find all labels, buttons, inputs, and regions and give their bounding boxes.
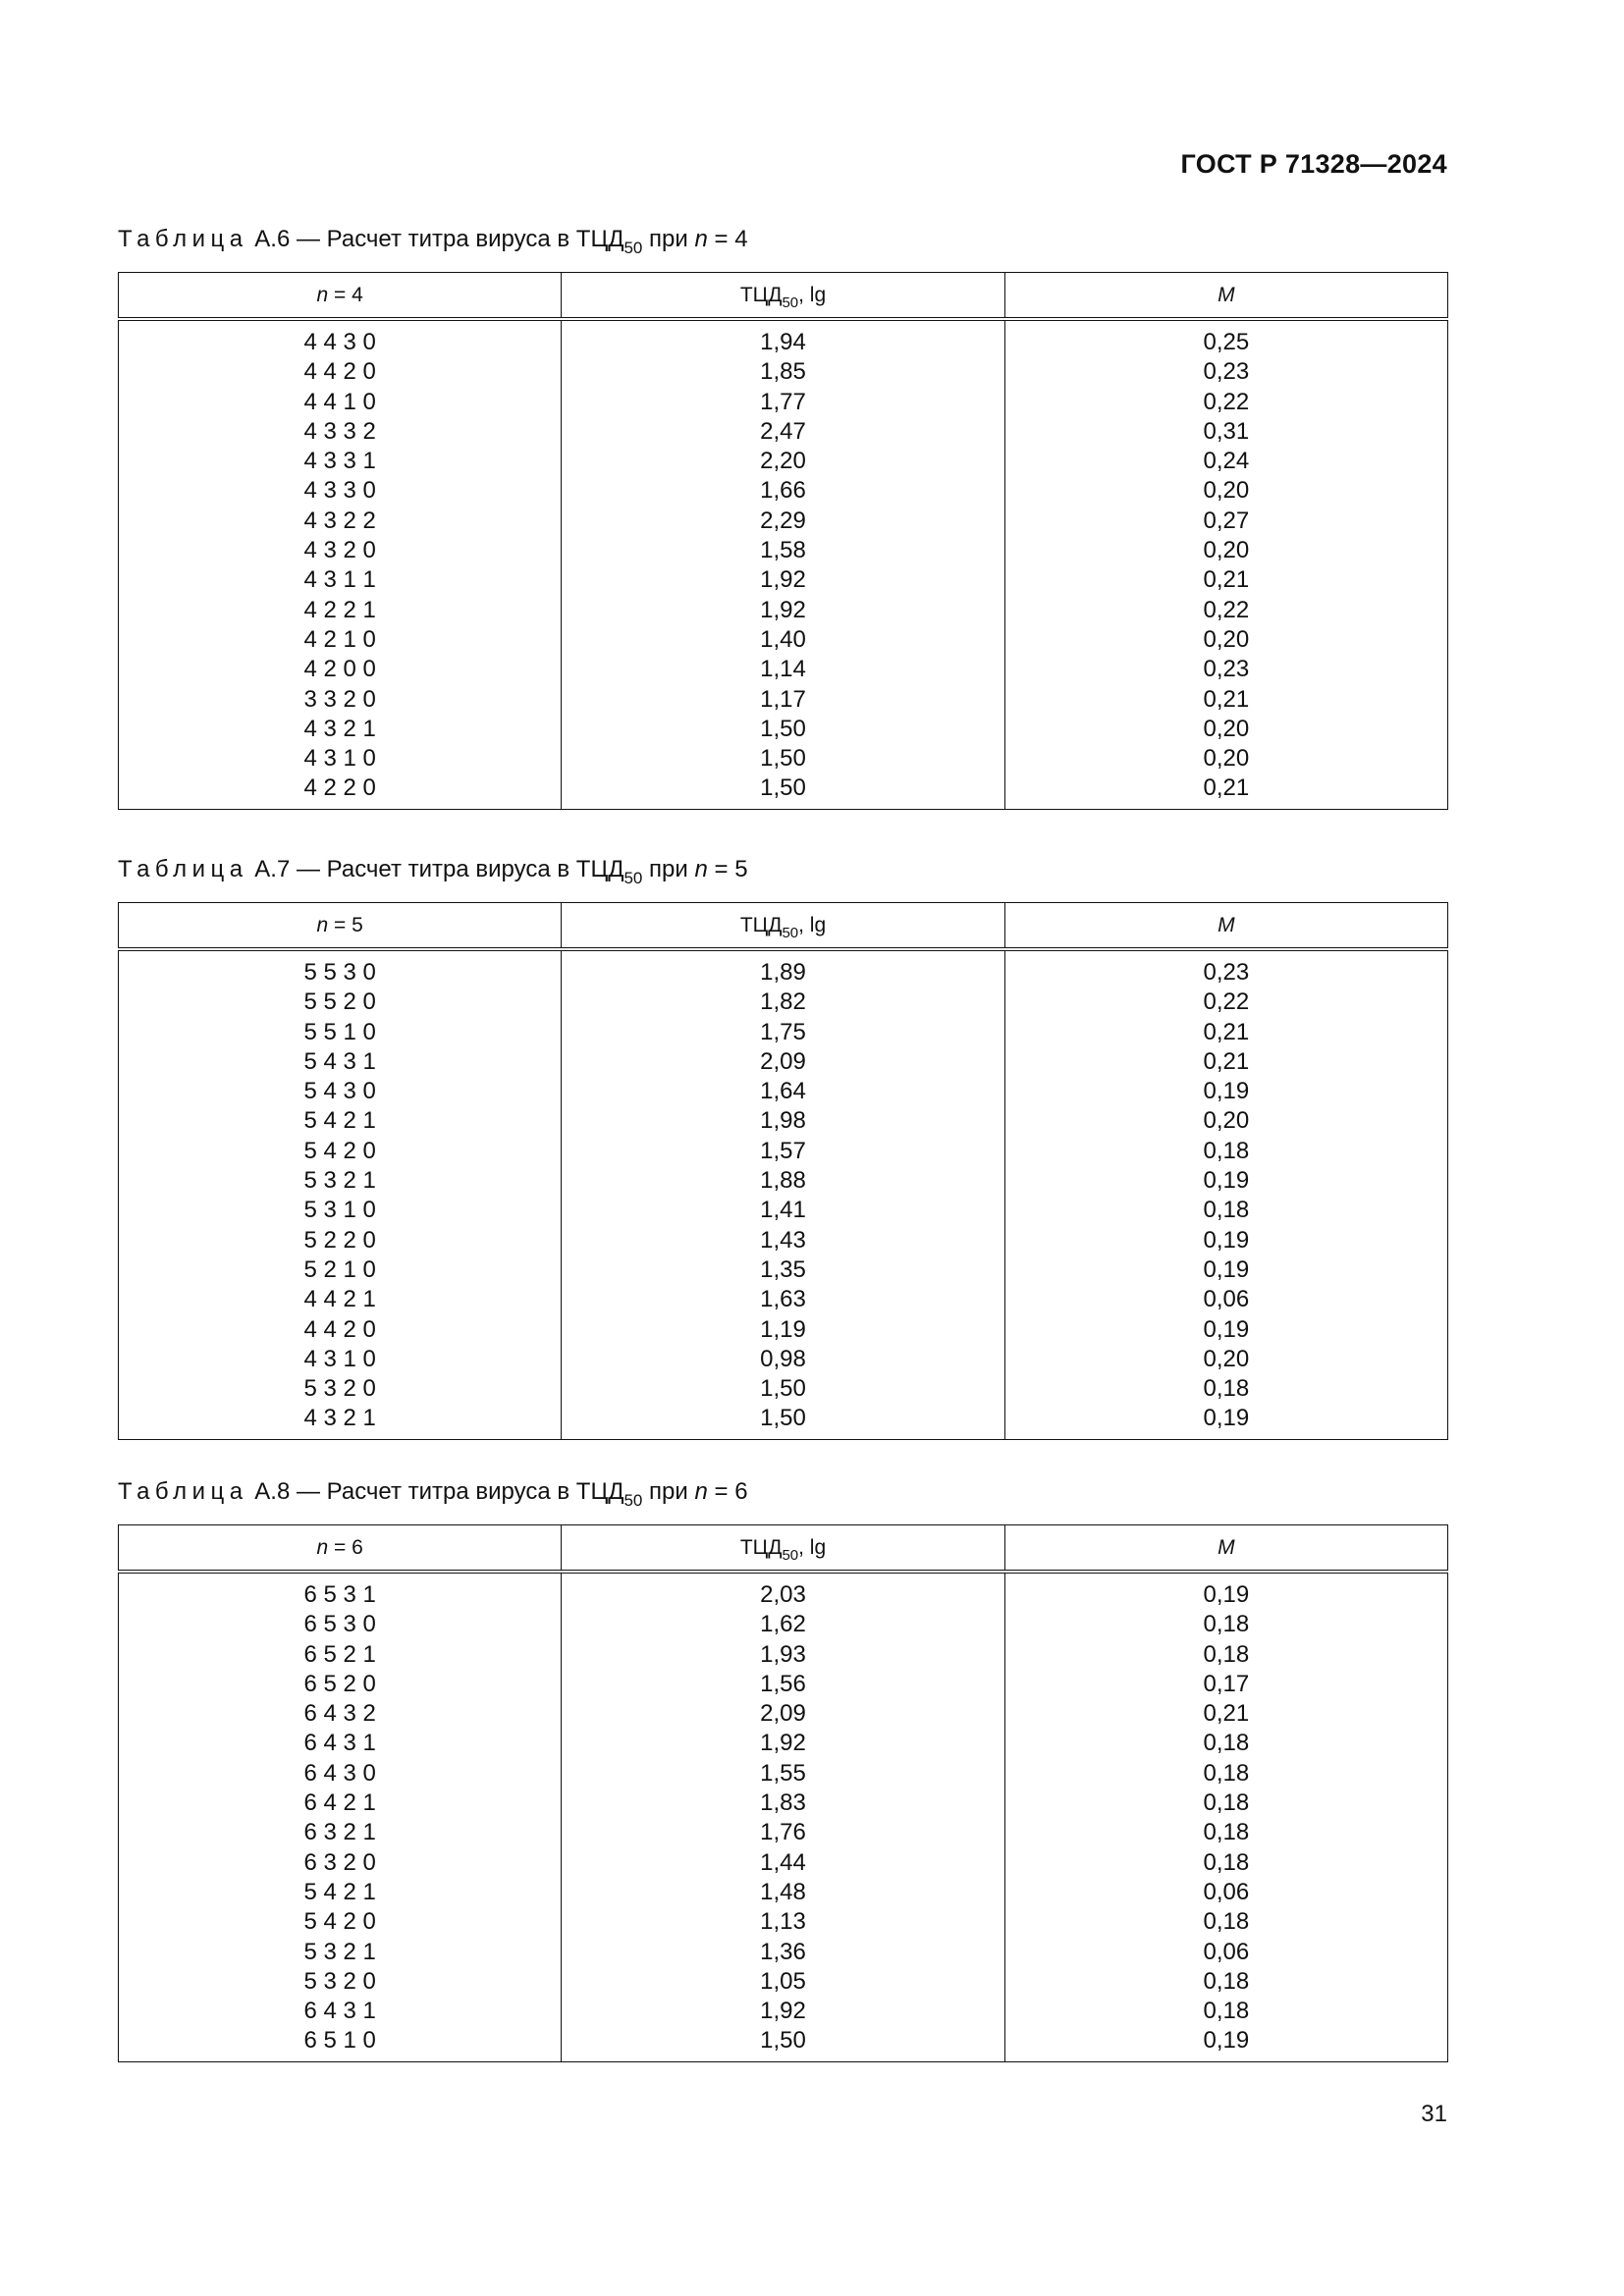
header-variable: M xyxy=(1218,913,1235,936)
caption-tail: = 4 xyxy=(707,226,748,252)
table-cell: 0,18 xyxy=(1203,1759,1250,1787)
page-number: 31 xyxy=(1421,2101,1447,2127)
column-header-m xyxy=(1004,1525,1447,1573)
header-variable: n xyxy=(316,913,329,936)
table-cell: 6 4 3 1 xyxy=(303,1998,376,2025)
table-cell: 4 3 1 0 xyxy=(303,1345,376,1372)
caption-prefix: Таблица xyxy=(118,1478,248,1505)
table-cell: 4 3 2 1 xyxy=(303,715,376,742)
header-tail: = 6 xyxy=(328,1535,363,1559)
table-cell: 4 3 2 0 xyxy=(303,537,376,564)
table-caption-a6 xyxy=(118,226,748,257)
table-cell: 1,50 xyxy=(760,715,806,742)
table-cell: 6 4 3 1 xyxy=(303,1730,376,1757)
table-cell: 0,06 xyxy=(1203,1938,1250,1965)
table-cell: 0,23 xyxy=(1203,358,1250,386)
table-cell: 5 2 2 0 xyxy=(303,1226,376,1254)
table-cell: 1,83 xyxy=(760,1789,806,1817)
table-cell: 1,82 xyxy=(760,988,806,1016)
table-cell: 0,18 xyxy=(1203,1998,1250,2025)
table-cell: 1,62 xyxy=(760,1611,806,1638)
table-cell: 5 4 2 0 xyxy=(303,1908,376,1936)
caption-tail: = 5 xyxy=(707,856,748,882)
caption-prefix: Таблица xyxy=(118,226,248,252)
table-cell: 1,50 xyxy=(760,1375,806,1403)
table-cell: 4 2 2 1 xyxy=(303,596,376,623)
caption-subscript: 50 xyxy=(623,869,643,887)
header-main: ТЦД xyxy=(739,283,783,306)
column-m-values xyxy=(1004,1572,1447,2061)
table-cell: 1,92 xyxy=(760,1998,806,2025)
caption-mid: при xyxy=(642,856,695,882)
table-cell: 0,20 xyxy=(1203,745,1250,773)
caption-id: А.6 — Расчет титра вируса в ТЦД xyxy=(254,226,624,252)
column-n-values xyxy=(119,1572,562,2061)
table-cell: 4 3 3 1 xyxy=(303,448,376,475)
table-cell: 0,21 xyxy=(1203,1700,1250,1728)
table-cell: 0,24 xyxy=(1203,448,1250,475)
table-cell: 6 5 2 1 xyxy=(303,1640,376,1668)
table-cell: 1,55 xyxy=(760,1759,806,1787)
header-variable: n xyxy=(316,283,329,306)
table-cell: 0,20 xyxy=(1203,1345,1250,1372)
table-a8 xyxy=(118,1524,1448,2062)
table-cell: 2,20 xyxy=(760,448,806,475)
table-cell: 1,48 xyxy=(760,1878,806,1905)
table-cell: 0,06 xyxy=(1203,1286,1250,1313)
table-cell: 0,20 xyxy=(1203,477,1250,505)
table-cell: 1,41 xyxy=(760,1197,806,1224)
table-cell: 5 2 1 0 xyxy=(303,1255,376,1283)
header-main: ТЦД xyxy=(739,913,783,936)
table-cell: 0,18 xyxy=(1203,1789,1250,1817)
table-cell: 0,18 xyxy=(1203,1137,1250,1164)
header-tail: , lg xyxy=(798,1535,827,1559)
table-cell: 4 2 2 0 xyxy=(303,774,376,802)
table-cell: 1,50 xyxy=(760,1405,806,1432)
table-cell: 0,20 xyxy=(1203,1107,1250,1135)
table-cell: 3 3 2 0 xyxy=(303,685,376,713)
header-variable: n xyxy=(316,1535,329,1559)
table-cell: 0,18 xyxy=(1203,1640,1250,1668)
table-cell: 2,09 xyxy=(760,1047,806,1075)
table-cell: 1,14 xyxy=(760,656,806,683)
column-m-values xyxy=(1004,949,1447,1439)
table-cell: 4 3 2 1 xyxy=(303,1405,376,1432)
table-cell: 1,92 xyxy=(760,566,806,594)
caption-variable: n xyxy=(694,1478,708,1505)
table-cell: 4 3 1 0 xyxy=(303,745,376,773)
column-header-tcid xyxy=(562,903,1004,950)
table-body-row xyxy=(119,319,1448,809)
table-cell: 1,93 xyxy=(760,1640,806,1668)
table-body-row xyxy=(119,949,1448,1439)
column-tcid-values xyxy=(562,949,1004,1439)
table-cell: 0,21 xyxy=(1203,566,1250,594)
header-main: ТЦД xyxy=(739,1535,783,1559)
caption-id: А.7 — Расчет титра вируса в ТЦД xyxy=(254,856,624,882)
table-cell: 0,19 xyxy=(1203,1078,1250,1105)
table-cell: 0,06 xyxy=(1203,1878,1250,1905)
table-cell: 6 5 3 1 xyxy=(303,1581,376,1608)
caption-variable: n xyxy=(694,226,708,252)
header-tail: , lg xyxy=(798,283,827,306)
table-cell: 6 5 1 0 xyxy=(303,2027,376,2055)
table-cell: 0,19 xyxy=(1203,1581,1250,1608)
table-cell: 1,05 xyxy=(760,1967,806,1995)
table-cell: 1,66 xyxy=(760,477,806,505)
table-cell: 0,20 xyxy=(1203,537,1250,564)
table-cell: 1,63 xyxy=(760,1286,806,1313)
table-cell: 4 2 0 0 xyxy=(303,656,376,683)
table-cell: 1,50 xyxy=(760,745,806,773)
column-header-m xyxy=(1004,273,1447,320)
table-cell: 0,18 xyxy=(1203,1197,1250,1224)
table-cell: 6 4 2 1 xyxy=(303,1789,376,1817)
table-header-row xyxy=(119,903,1448,950)
table-cell: 6 4 3 2 xyxy=(303,1700,376,1728)
table-cell: 1,89 xyxy=(760,959,806,986)
table-cell: 4 4 2 0 xyxy=(303,1315,376,1343)
table-cell: 1,77 xyxy=(760,388,806,415)
caption-subscript: 50 xyxy=(623,1491,643,1510)
caption-tail: = 6 xyxy=(707,1478,748,1505)
table-cell: 0,22 xyxy=(1203,988,1250,1016)
caption-mid: при xyxy=(642,1478,695,1505)
table-cell: 5 4 2 1 xyxy=(303,1107,376,1135)
table-cell: 0,21 xyxy=(1203,685,1250,713)
table-cell: 1,88 xyxy=(760,1167,806,1195)
table-cell: 0,18 xyxy=(1203,1611,1250,1638)
table-cell: 4 4 2 0 xyxy=(303,358,376,386)
table-cell: 0,18 xyxy=(1203,1908,1250,1936)
table-cell: 5 5 1 0 xyxy=(303,1018,376,1045)
table-cell: 0,19 xyxy=(1203,2027,1250,2055)
table-cell: 1,75 xyxy=(760,1018,806,1045)
column-header-tcid xyxy=(562,273,1004,320)
table-cell: 0,23 xyxy=(1203,959,1250,986)
column-n-values xyxy=(119,319,562,809)
table-cell: 1,98 xyxy=(760,1107,806,1135)
column-tcid-values xyxy=(562,319,1004,809)
table-cell: 0,22 xyxy=(1203,388,1250,415)
caption-variable: n xyxy=(694,856,708,882)
column-m-values xyxy=(1004,319,1447,809)
column-header-n xyxy=(119,903,562,950)
table-cell: 4 4 1 0 xyxy=(303,388,376,415)
table-cell: 1,50 xyxy=(760,2027,806,2055)
table-cell: 5 3 2 0 xyxy=(303,1967,376,1995)
table-cell: 1,92 xyxy=(760,596,806,623)
column-header-n xyxy=(119,273,562,320)
table-cell: 6 4 3 0 xyxy=(303,1759,376,1787)
table-cell: 5 3 2 1 xyxy=(303,1938,376,1965)
table-cell: 1,50 xyxy=(760,774,806,802)
table-cell: 1,64 xyxy=(760,1078,806,1105)
header-subscript: 50 xyxy=(782,1546,799,1564)
table-cell: 4 3 2 2 xyxy=(303,507,376,534)
table-cell: 1,35 xyxy=(760,1255,806,1283)
table-cell: 0,22 xyxy=(1203,596,1250,623)
table-cell: 2,03 xyxy=(760,1581,806,1608)
table-cell: 2,09 xyxy=(760,1700,806,1728)
table-cell: 0,31 xyxy=(1203,417,1250,445)
column-header-tcid xyxy=(562,1525,1004,1573)
table-cell: 0,27 xyxy=(1203,507,1250,534)
table-cell: 4 2 1 0 xyxy=(303,625,376,653)
table-a7 xyxy=(118,902,1448,1440)
header-tail: = 5 xyxy=(328,913,363,936)
table-cell: 5 3 1 0 xyxy=(303,1197,376,1224)
table-cell: 1,13 xyxy=(760,1908,806,1936)
table-cell: 4 4 2 1 xyxy=(303,1286,376,1313)
table-cell: 6 3 2 1 xyxy=(303,1819,376,1846)
table-cell: 1,19 xyxy=(760,1315,806,1343)
table-cell: 2,47 xyxy=(760,417,806,445)
table-cell: 1,43 xyxy=(760,1226,806,1254)
column-header-m xyxy=(1004,903,1447,950)
table-cell: 1,58 xyxy=(760,537,806,564)
table-cell: 0,23 xyxy=(1203,656,1250,683)
table-cell: 0,17 xyxy=(1203,1670,1250,1697)
table-cell: 0,18 xyxy=(1203,1967,1250,1995)
table-cell: 0,21 xyxy=(1203,1047,1250,1075)
table-cell: 2,29 xyxy=(760,507,806,534)
header-variable: M xyxy=(1218,1535,1235,1559)
table-cell: 4 4 3 0 xyxy=(303,329,376,355)
table-cell: 1,94 xyxy=(760,329,806,355)
table-cell: 0,21 xyxy=(1203,774,1250,802)
document-code: ГОСТ Р 71328—2024 xyxy=(1180,149,1447,179)
table-cell: 1,40 xyxy=(760,625,806,653)
header-tail: = 4 xyxy=(328,283,363,306)
table-cell: 1,92 xyxy=(760,1730,806,1757)
table-cell: 4 3 1 1 xyxy=(303,566,376,594)
table-cell: 6 5 3 0 xyxy=(303,1611,376,1638)
table-cell: 0,18 xyxy=(1203,1819,1250,1846)
table-cell: 1,85 xyxy=(760,358,806,386)
table-cell: 1,76 xyxy=(760,1819,806,1846)
table-cell: 0,20 xyxy=(1203,625,1250,653)
column-n-values xyxy=(119,949,562,1439)
table-cell: 0,21 xyxy=(1203,1018,1250,1045)
column-header-n xyxy=(119,1525,562,1573)
table-cell: 1,17 xyxy=(760,685,806,713)
table-cell: 0,18 xyxy=(1203,1375,1250,1403)
header-subscript: 50 xyxy=(782,294,799,311)
table-cell: 0,18 xyxy=(1203,1848,1250,1876)
table-cell: 5 5 3 0 xyxy=(303,959,376,986)
table-cell: 0,25 xyxy=(1203,329,1250,355)
table-cell: 0,18 xyxy=(1203,1730,1250,1757)
table-cell: 1,56 xyxy=(760,1670,806,1697)
column-tcid-values xyxy=(562,1572,1004,2061)
table-caption-a7 xyxy=(118,856,748,887)
table-caption-a8 xyxy=(118,1478,748,1510)
table-cell: 5 5 2 0 xyxy=(303,988,376,1016)
table-cell: 6 5 2 0 xyxy=(303,1670,376,1697)
table-cell: 0,19 xyxy=(1203,1255,1250,1283)
table-cell: 5 4 2 1 xyxy=(303,1878,376,1905)
header-subscript: 50 xyxy=(782,924,799,941)
table-header-row xyxy=(119,1525,1448,1573)
table-cell: 0,98 xyxy=(760,1345,806,1372)
table-cell: 1,57 xyxy=(760,1137,806,1164)
table-cell: 0,19 xyxy=(1203,1167,1250,1195)
table-cell: 0,20 xyxy=(1203,715,1250,742)
caption-subscript: 50 xyxy=(623,239,643,257)
table-cell: 0,19 xyxy=(1203,1405,1250,1432)
table-cell: 4 3 3 2 xyxy=(303,417,376,445)
table-cell: 5 3 2 1 xyxy=(303,1167,376,1195)
table-a6 xyxy=(118,272,1448,810)
table-cell: 0,19 xyxy=(1203,1315,1250,1343)
table-cell: 5 4 3 1 xyxy=(303,1047,376,1075)
table-cell: 6 3 2 0 xyxy=(303,1848,376,1876)
table-cell: 4 3 3 0 xyxy=(303,477,376,505)
caption-mid: при xyxy=(642,226,695,252)
table-header-row xyxy=(119,273,1448,320)
table-body-row xyxy=(119,1572,1448,2061)
table-cell: 1,36 xyxy=(760,1938,806,1965)
table-cell: 0,19 xyxy=(1203,1226,1250,1254)
table-cell: 1,44 xyxy=(760,1848,806,1876)
caption-id: А.8 — Расчет титра вируса в ТЦД xyxy=(254,1478,624,1505)
table-cell: 5 4 3 0 xyxy=(303,1078,376,1105)
header-tail: , lg xyxy=(798,913,827,936)
caption-prefix: Таблица xyxy=(118,856,248,882)
table-cell: 5 4 2 0 xyxy=(303,1137,376,1164)
header-variable: M xyxy=(1218,283,1235,306)
table-cell: 5 3 2 0 xyxy=(303,1375,376,1403)
